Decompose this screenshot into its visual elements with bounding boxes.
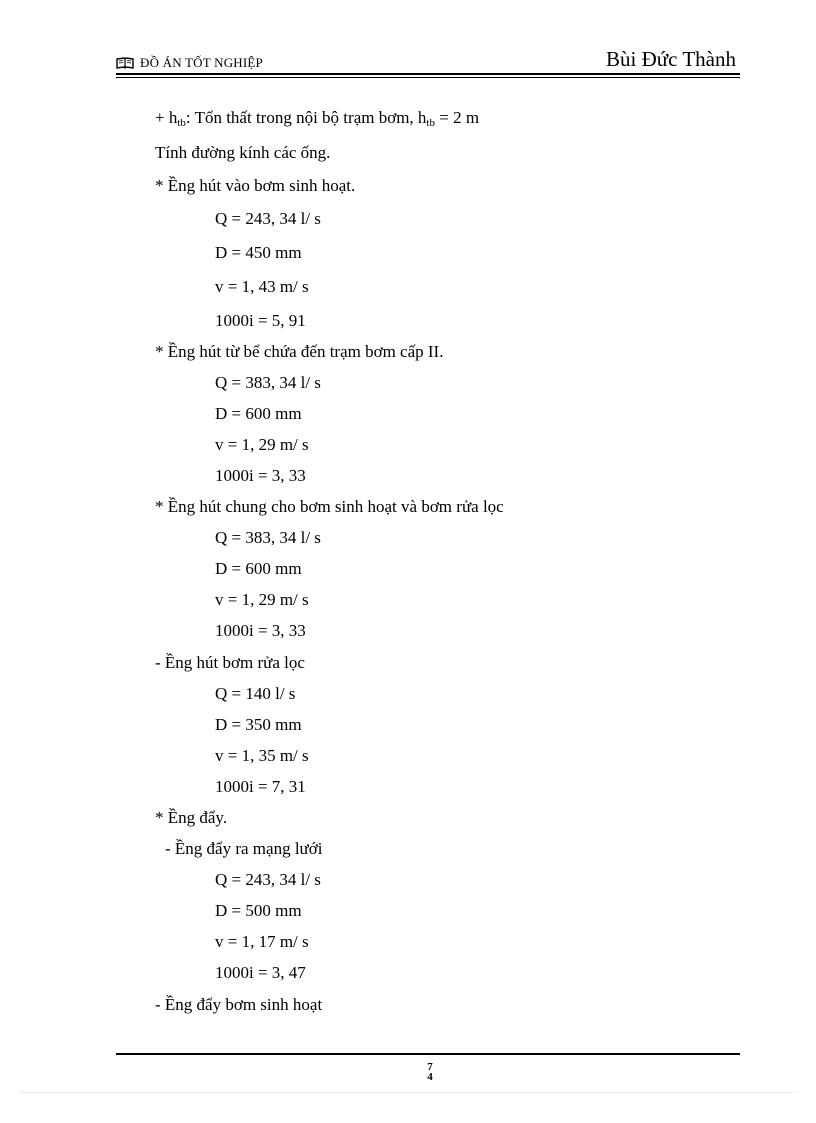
book-icon bbox=[116, 56, 134, 74]
value-line: 1000i = 7, 31 bbox=[215, 777, 306, 796]
value-line: 1000i = 3, 33 bbox=[215, 466, 306, 485]
header-left-title: ĐỒ ÁN TỐT NGHIỆP bbox=[140, 55, 263, 70]
value-line: v = 1, 43 m/ s bbox=[215, 277, 309, 296]
value-line: v = 1, 29 m/ s bbox=[215, 590, 309, 609]
value-line: 1000i = 5, 91 bbox=[215, 311, 306, 330]
value-line: 1000i = 3, 47 bbox=[215, 963, 306, 982]
footer-rule bbox=[116, 1053, 740, 1055]
page-edge-divider bbox=[20, 1092, 796, 1093]
value-line: v = 1, 29 m/ s bbox=[215, 435, 309, 454]
page-number bbox=[418, 1062, 442, 1082]
value-line: Q = 383, 34 l/ s bbox=[215, 373, 321, 392]
value-line: D = 500 mm bbox=[215, 901, 302, 920]
value-line: D = 600 mm bbox=[215, 559, 302, 578]
value-line: Q = 243, 34 l/ s bbox=[215, 209, 321, 228]
section-heading: * Ềng hút từ bể chứa đến trạm bơm cấp II. bbox=[155, 342, 444, 361]
subsection-heading: - Ềng đẩy bơm sinh hoạt bbox=[155, 995, 323, 1014]
page-number-bottom: 4 bbox=[427, 1071, 433, 1083]
section-heading: * Ềng hút vào bơm sinh hoạt. bbox=[155, 176, 356, 195]
value-line: 1000i = 3, 33 bbox=[215, 621, 306, 640]
value-line: D = 450 mm bbox=[215, 243, 302, 262]
value-line: D = 350 mm bbox=[215, 715, 302, 734]
section-heading: - Ềng hút bơm rửa lọc bbox=[155, 653, 305, 672]
heading-line: Tính đường kính các ống. bbox=[155, 143, 331, 162]
value-line: v = 1, 35 m/ s bbox=[215, 746, 309, 765]
value-line: D = 600 mm bbox=[215, 404, 302, 423]
value-line: Q = 140 l/ s bbox=[215, 684, 296, 703]
header-rule-thin bbox=[116, 77, 740, 78]
value-line: Q = 383, 34 l/ s bbox=[215, 528, 321, 547]
value-line: v = 1, 17 m/ s bbox=[215, 932, 309, 951]
section-heading: * Ềng hút chung cho bơm sinh hoạt và bơm rửa lọc bbox=[155, 497, 504, 516]
section-heading: * Ềng đẩy. bbox=[155, 808, 228, 827]
subsection-heading: - Ềng đẩy ra mạng lưới bbox=[165, 839, 323, 858]
header-author: Bùi Đức Thành bbox=[606, 47, 736, 71]
page-header bbox=[116, 47, 740, 79]
value-line: Q = 243, 34 l/ s bbox=[215, 870, 321, 889]
header-rule-thick bbox=[116, 73, 740, 75]
page-number-top: 7 bbox=[427, 1061, 433, 1073]
intro-line: + $h_{tb}$: Tổn thất trong nội bộ trạm bơm, $h_{tb} = 2$ m bbox=[155, 108, 480, 129]
